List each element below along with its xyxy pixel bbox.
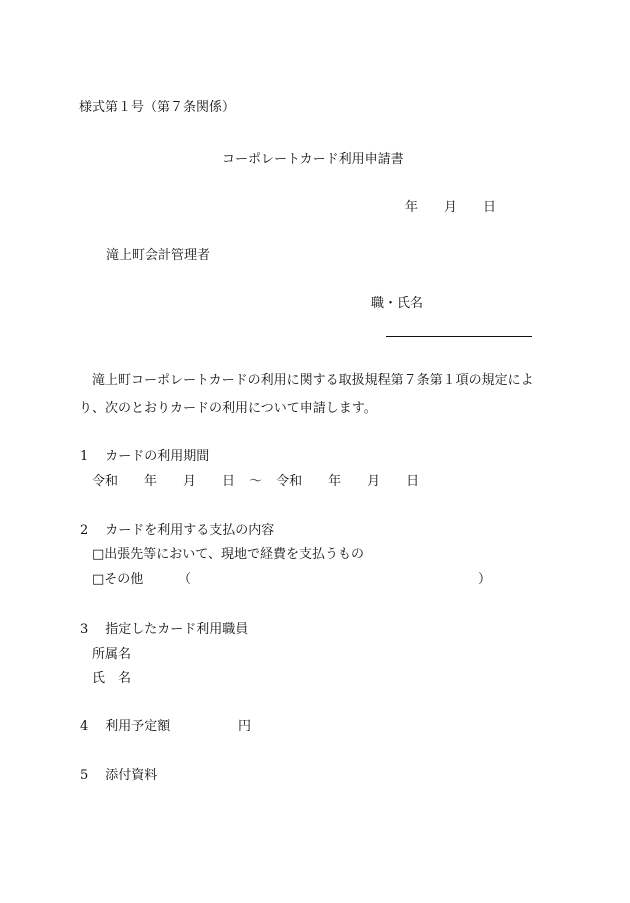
date-month: 月 <box>444 200 458 215</box>
end-era: 令和 <box>276 474 303 489</box>
section-title: 利用予定額 <box>105 719 171 734</box>
section-number: 1 <box>80 449 89 464</box>
start-day: 日 <box>222 474 236 489</box>
other-checkbox-label[interactable]: □その他 <box>92 572 144 587</box>
start-year: 年 <box>144 474 158 489</box>
intro-line-1: 滝上町コーポレートカードの利用に関する取扱規程第７条第１項の規定によ <box>92 373 534 388</box>
section-number: 4 <box>80 719 89 734</box>
start-month: 月 <box>183 474 197 489</box>
section-number: 3 <box>80 622 89 637</box>
end-day: 日 <box>406 474 420 489</box>
usage-period-row <box>92 474 419 490</box>
other-open-paren: （ <box>178 572 192 587</box>
start-era: 令和 <box>92 474 119 489</box>
section-number: 2 <box>80 523 89 538</box>
end-month: 月 <box>367 474 381 489</box>
intro-line-2: り、次のとおりカードの利用について申請します。 <box>79 401 377 416</box>
payment-option-other <box>92 572 143 588</box>
section-title: 指定したカード利用職員 <box>105 622 249 637</box>
applicant-name-label: 職・氏名 <box>371 296 424 311</box>
date-day: 日 <box>483 200 497 215</box>
section-5-heading <box>80 768 157 784</box>
form-number: 様式第１号（第７条関係） <box>79 100 236 115</box>
department-label: 所属名 <box>92 647 132 662</box>
section-title: 添付資料 <box>105 768 158 783</box>
payment-option-business-trip[interactable]: □出張先等において、現地で経費を支払うもの <box>92 547 365 562</box>
end-year: 年 <box>328 474 342 489</box>
section-1-heading <box>80 449 209 465</box>
staff-name-label: 氏 名 <box>92 671 132 686</box>
section-4-heading <box>80 719 170 735</box>
section-title: カードを利用する支払の内容 <box>105 523 275 538</box>
date-year: 年 <box>405 200 419 215</box>
addressee: 滝上町会計管理者 <box>106 248 211 263</box>
section-2-heading <box>80 523 274 539</box>
date-line <box>405 200 496 216</box>
other-close-paren: ） <box>478 572 492 587</box>
section-title: カードの利用期間 <box>105 449 210 464</box>
range-tilde: ～ <box>249 474 263 489</box>
form-title: コーポレートカード利用申請書 <box>222 152 404 167</box>
section-number: 5 <box>80 768 89 783</box>
signature-line <box>386 336 532 337</box>
yen-unit: 円 <box>238 719 252 734</box>
section-3-heading <box>80 622 248 638</box>
